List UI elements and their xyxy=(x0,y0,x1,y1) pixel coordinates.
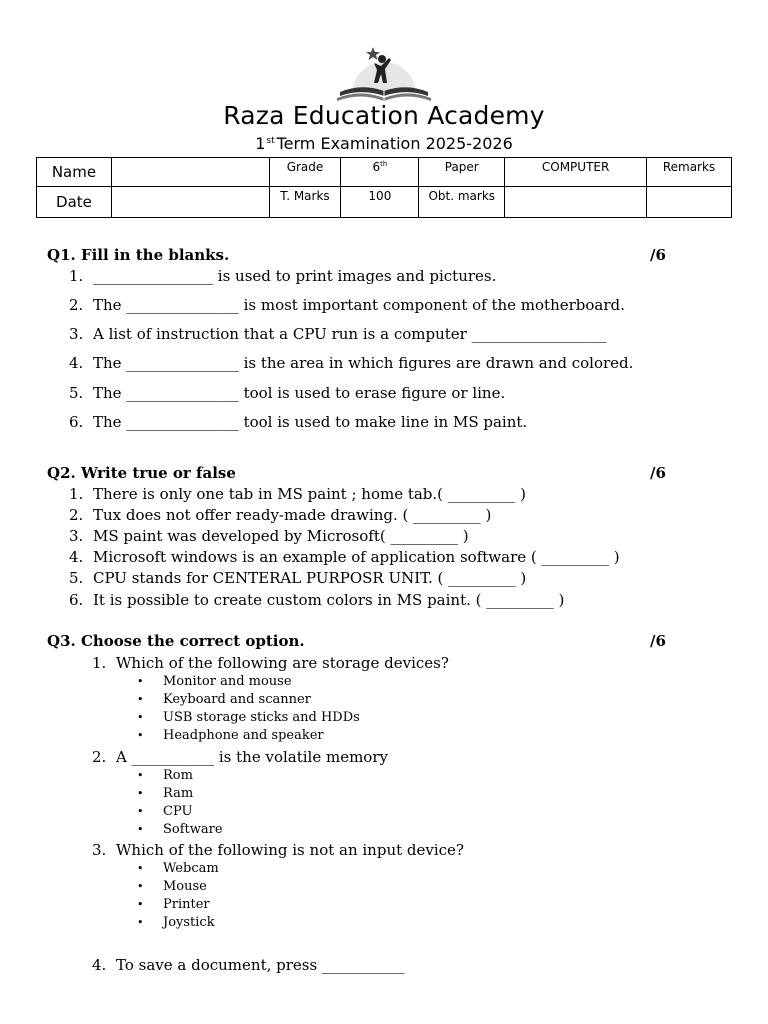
q1-item: 6. The _______________ tool is used to make line in MS paint. xyxy=(69,413,528,431)
q3-option: • Mouse xyxy=(137,879,207,894)
school-name: Raza Education Academy xyxy=(223,101,545,130)
paper-value: COMPUTER xyxy=(505,158,647,187)
exam-title: 1st Term Examination 2025-2026 xyxy=(255,134,513,153)
q2-item: 5. CPU stands for CENTERAL PURPOSR UNIT. ( _________ ) xyxy=(69,569,527,587)
q1-marks: /6 xyxy=(650,246,666,264)
obtained-marks-field[interactable] xyxy=(505,187,647,218)
q3-option: • Printer xyxy=(137,897,210,912)
grade-label: Grade xyxy=(269,158,341,187)
q1-item: 1. ________________ is used to print images and pictures. xyxy=(69,267,497,285)
q1-item: 5. The _______________ tool is used to erase figure or line. xyxy=(69,384,506,402)
q3-option: • Joystick xyxy=(137,915,215,930)
student-info-table xyxy=(36,157,732,218)
q1-item: 3. A list of instruction that a CPU run is a computer __________________ xyxy=(69,325,607,343)
q2-marks: /6 xyxy=(650,464,666,482)
name-field[interactable] xyxy=(111,158,269,187)
paper-label: Paper xyxy=(419,158,505,187)
q2-item: 2. Tux does not offer ready-made drawing. ( _________ ) xyxy=(69,506,492,524)
remarks-label: Remarks xyxy=(647,158,732,187)
q3-heading: Q3. Choose the correct option. xyxy=(47,632,305,650)
obtained-marks-label: Obt. marks xyxy=(419,187,505,218)
q3-marks: /6 xyxy=(650,632,666,650)
q2-item: 1. There is only one tab in MS paint ; home tab.( _________ ) xyxy=(69,485,526,503)
q1-item: 2. The _______________ is most important component of the motherboard. xyxy=(69,296,625,314)
q3-option: • Monitor and mouse xyxy=(137,674,292,689)
q1-item: 4. The _______________ is the area in which figures are drawn and colored. xyxy=(69,354,634,372)
date-label: Date xyxy=(37,187,112,218)
q3-option: • Headphone and speaker xyxy=(137,728,324,743)
q3-question: 2. A ___________ is the volatile memory xyxy=(92,748,388,766)
q3-option: • Ram xyxy=(137,786,194,801)
q3-option: • Software xyxy=(137,822,223,837)
q3-question: 3. Which of the following is not an input device? xyxy=(92,841,464,859)
grade-value: 6th xyxy=(341,158,419,187)
q2-heading: Q2. Write true or false xyxy=(47,464,236,482)
q2-item: 6. It is possible to create custom colors in MS paint. ( _________ ) xyxy=(69,591,565,609)
q3-option: • CPU xyxy=(137,804,193,819)
academy-logo xyxy=(334,44,434,104)
q3-option: • USB storage sticks and HDDs xyxy=(137,710,360,725)
q3-option: • Keyboard and scanner xyxy=(137,692,311,707)
q2-item: 3. MS paint was developed by Microsoft( _________ ) xyxy=(69,527,469,545)
q3-question: 1. Which of the following are storage devices? xyxy=(92,654,449,672)
q3-option: • Rom xyxy=(137,768,193,783)
total-marks-value: 100 xyxy=(341,187,419,218)
q2-item: 4. Microsoft windows is an example of application software ( _________ ) xyxy=(69,548,620,566)
date-field[interactable] xyxy=(111,187,269,218)
q3-question: 4. To save a document, press ___________ xyxy=(92,956,405,974)
q1-heading: Q1. Fill in the blanks. xyxy=(47,246,230,264)
total-marks-label: T. Marks xyxy=(269,187,341,218)
name-label: Name xyxy=(37,158,112,187)
remarks-field[interactable] xyxy=(647,187,732,218)
q3-option: • Webcam xyxy=(137,861,219,876)
